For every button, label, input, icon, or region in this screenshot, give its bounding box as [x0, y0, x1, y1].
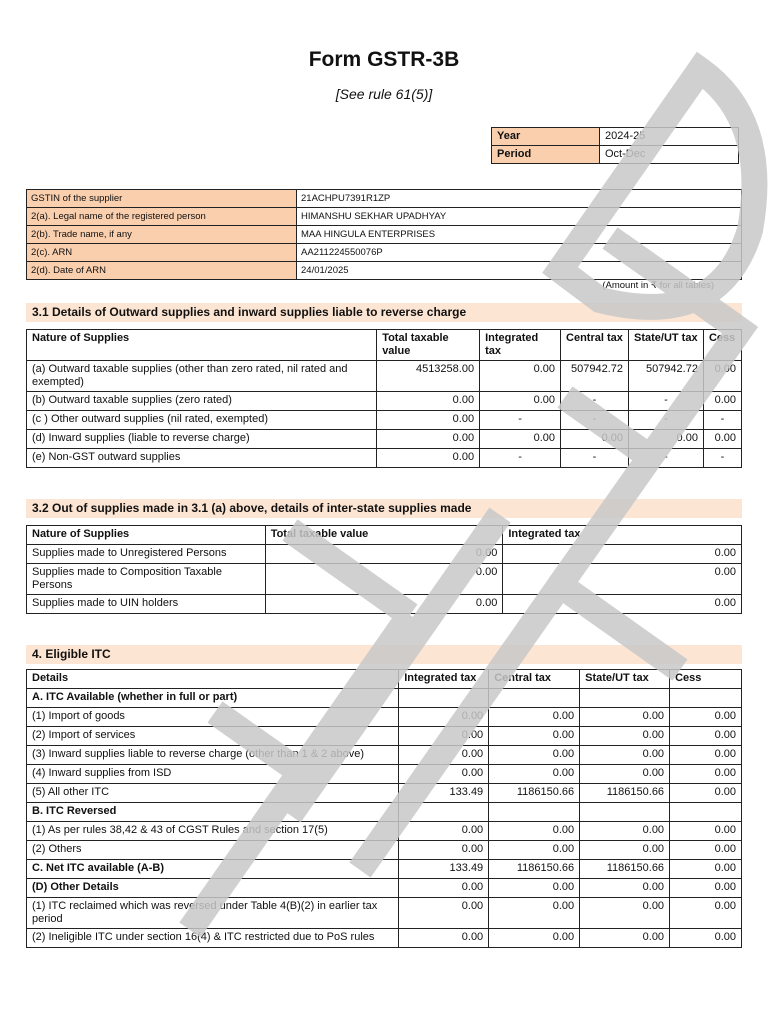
table-cell: 133.49	[399, 784, 489, 803]
eligible-itc-table	[26, 669, 742, 948]
table-cell: -	[703, 449, 741, 468]
table-cell: 0.00	[489, 879, 580, 898]
year-label: Year	[492, 128, 600, 146]
supplier-value: AA211224550076P	[297, 244, 742, 262]
table-cell: 133.49	[399, 860, 489, 879]
table-cell: -	[480, 411, 561, 430]
outward-supplies-table	[26, 329, 742, 468]
table-cell: 0.00	[377, 411, 480, 430]
table-cell: 0.00	[580, 727, 670, 746]
table-cell	[670, 689, 742, 708]
table-cell: 0.00	[629, 430, 704, 449]
table-cell: 0.00	[670, 822, 742, 841]
table-row	[27, 898, 742, 929]
table-cell: 0.00	[377, 430, 480, 449]
table-cell	[399, 803, 489, 822]
supplier-value: 21ACHPU7391R1ZP	[297, 190, 742, 208]
row-label: (1) As per rules 38,42 & 43 of CGST Rules and section 17(5)	[27, 822, 399, 841]
table-row	[27, 564, 742, 595]
table-cell: 0.00	[489, 727, 580, 746]
table-cell: 0.00	[503, 595, 742, 614]
supplier-label: GSTIN of the supplier	[27, 190, 297, 208]
table-cell: (d) Inward supplies (liable to reverse charge)	[27, 430, 377, 449]
table-cell: -	[703, 411, 741, 430]
table-cell: 0.00	[399, 708, 489, 727]
table-row	[27, 545, 742, 564]
table-row	[27, 430, 742, 449]
table-cell: 0.00	[399, 929, 489, 948]
table-cell: 0.00	[265, 545, 503, 564]
table-row	[27, 449, 742, 468]
table-cell: 0.00	[580, 841, 670, 860]
supplier-value: 24/01/2025	[297, 262, 742, 280]
supplier-value: MAA HINGULA ENTERPRISES	[297, 226, 742, 244]
table-header-row	[27, 670, 742, 689]
table-cell: 0.00	[480, 361, 561, 392]
table-cell: 0.00	[670, 746, 742, 765]
table-cell: 0.00	[580, 898, 670, 929]
row-label: (5) All other ITC	[27, 784, 399, 803]
table-cell: 0.00	[503, 564, 742, 595]
table-cell	[489, 689, 580, 708]
inter-state-supplies-table	[26, 525, 742, 614]
amount-note: (Amount in ₹ for all tables)	[602, 280, 714, 291]
supplier-row	[27, 190, 742, 208]
row-label: A. ITC Available (whether in full or part)	[27, 689, 399, 708]
table-cell: 0.00	[489, 765, 580, 784]
column-header: Details	[27, 670, 399, 689]
table-cell: 0.00	[670, 708, 742, 727]
table-row	[27, 746, 742, 765]
table-cell: 0.00	[399, 879, 489, 898]
supplier-row	[27, 262, 742, 280]
section-3-2-heading: 3.2 Out of supplies made in 3.1 (a) above, details of inter-state supplies made	[26, 499, 742, 518]
table-cell: 0.00	[703, 430, 741, 449]
table-cell: 0.00	[265, 595, 503, 614]
column-header: Integrated tax	[399, 670, 489, 689]
supplier-details-table	[26, 189, 742, 280]
table-cell: 0.00	[489, 746, 580, 765]
column-header: State/UT tax	[580, 670, 670, 689]
supplier-value: HIMANSHU SEKHAR UPADHYAY	[297, 208, 742, 226]
table-cell: (b) Outward taxable supplies (zero rated)	[27, 392, 377, 411]
table-cell: 0.00	[670, 929, 742, 948]
table-cell: 0.00	[503, 545, 742, 564]
table-cell: Supplies made to UIN holders	[27, 595, 266, 614]
column-header: Nature of Supplies	[27, 330, 377, 361]
supplier-row	[27, 244, 742, 262]
column-header: Cess	[670, 670, 742, 689]
table-cell: 0.00	[561, 430, 629, 449]
table-cell: 0.00	[580, 708, 670, 727]
table-cell: 0.00	[670, 727, 742, 746]
supplier-label: 2(d). Date of ARN	[27, 262, 297, 280]
table-cell	[670, 803, 742, 822]
table-cell: -	[561, 411, 629, 430]
column-header: Total taxable value	[265, 526, 503, 545]
table-cell: 0.00	[670, 898, 742, 929]
table-cell: 0.00	[377, 449, 480, 468]
table-cell: 0.00	[580, 746, 670, 765]
period-table	[491, 127, 739, 164]
table-row	[27, 803, 742, 822]
section-3-1-heading: 3.1 Details of Outward supplies and inward supplies liable to reverse charge	[26, 303, 742, 322]
table-cell: 0.00	[377, 392, 480, 411]
row-label: B. ITC Reversed	[27, 803, 399, 822]
column-header: Central tax	[561, 330, 629, 361]
table-cell: 0.00	[703, 361, 741, 392]
row-label: (D) Other Details	[27, 879, 399, 898]
column-header: State/UT tax	[629, 330, 704, 361]
table-row	[27, 689, 742, 708]
table-row	[27, 411, 742, 430]
table-cell: Supplies made to Composition Taxable Persons	[27, 564, 266, 595]
table-cell: 0.00	[399, 765, 489, 784]
table-cell: 0.00	[670, 784, 742, 803]
table-cell: -	[629, 449, 704, 468]
row-label: C. Net ITC available (A-B)	[27, 860, 399, 879]
row-label: (2) Ineligible ITC under section 16(4) & ITC restricted due to PoS rules	[27, 929, 399, 948]
row-label: (1) ITC reclaimed which was reversed under Table 4(B)(2) in earlier tax period	[27, 898, 399, 929]
table-cell: -	[480, 449, 561, 468]
table-cell: 0.00	[489, 929, 580, 948]
period-label: Period	[492, 146, 600, 164]
row-label: (2) Others	[27, 841, 399, 860]
table-row	[27, 879, 742, 898]
page-subtitle: [See rule 61(5)]	[335, 86, 433, 102]
table-cell: 0.00	[670, 879, 742, 898]
table-cell: 1186150.66	[489, 784, 580, 803]
table-cell	[489, 803, 580, 822]
row-label: (4) Inward supplies from ISD	[27, 765, 399, 784]
table-row	[27, 784, 742, 803]
table-header-row	[27, 330, 742, 361]
table-cell: 0.00	[580, 822, 670, 841]
period-value: Oct-Dec	[600, 146, 739, 164]
section-4-heading: 4. Eligible ITC	[26, 645, 742, 664]
table-cell: -	[561, 449, 629, 468]
table-cell: Supplies made to Unregistered Persons	[27, 545, 266, 564]
table-cell: (c ) Other outward supplies (nil rated, exempted)	[27, 411, 377, 430]
supplier-label: 2(b). Trade name, if any	[27, 226, 297, 244]
table-cell: 0.00	[670, 860, 742, 879]
table-cell: 0.00	[670, 841, 742, 860]
table-row	[27, 841, 742, 860]
table-cell: 0.00	[489, 841, 580, 860]
table-row	[27, 929, 742, 948]
table-row	[27, 860, 742, 879]
table-cell: 0.00	[489, 898, 580, 929]
column-header: Central tax	[489, 670, 580, 689]
table-cell: 0.00	[489, 822, 580, 841]
table-cell: -	[629, 411, 704, 430]
table-cell	[399, 689, 489, 708]
table-row	[27, 727, 742, 746]
supplier-label: 2(c). ARN	[27, 244, 297, 262]
supplier-row	[27, 226, 742, 244]
table-cell: 1186150.66	[580, 860, 670, 879]
table-cell: 0.00	[399, 822, 489, 841]
row-label: (3) Inward supplies liable to reverse charge (other than 1 & 2 above)	[27, 746, 399, 765]
table-cell: 0.00	[265, 564, 503, 595]
supplier-label: 2(a). Legal name of the registered person	[27, 208, 297, 226]
table-row	[27, 708, 742, 727]
column-header: Total taxable value	[377, 330, 480, 361]
table-cell	[580, 689, 670, 708]
table-cell: 0.00	[580, 879, 670, 898]
supplier-row	[27, 208, 742, 226]
table-cell: 0.00	[399, 727, 489, 746]
table-cell: 0.00	[670, 765, 742, 784]
table-cell: 0.00	[580, 929, 670, 948]
table-cell: (e) Non-GST outward supplies	[27, 449, 377, 468]
table-row	[27, 595, 742, 614]
table-cell: 0.00	[399, 841, 489, 860]
table-row	[27, 822, 742, 841]
table-row	[27, 392, 742, 411]
table-cell: 507942.72	[629, 361, 704, 392]
table-cell: 4513258.00	[377, 361, 480, 392]
year-value: 2024-25	[600, 128, 739, 146]
table-cell: 1186150.66	[489, 860, 580, 879]
table-row	[27, 765, 742, 784]
row-label: (2) Import of services	[27, 727, 399, 746]
table-cell: 0.00	[399, 898, 489, 929]
table-cell	[580, 803, 670, 822]
column-header: Integrated tax	[480, 330, 561, 361]
table-cell: 0.00	[480, 430, 561, 449]
table-cell: 507942.72	[561, 361, 629, 392]
table-cell: 0.00	[399, 746, 489, 765]
table-cell: 0.00	[703, 392, 741, 411]
table-cell: -	[629, 392, 704, 411]
column-header: Integrated tax	[503, 526, 742, 545]
table-cell: 0.00	[480, 392, 561, 411]
row-label: (1) Import of goods	[27, 708, 399, 727]
table-cell: 0.00	[489, 708, 580, 727]
table-cell: 1186150.66	[580, 784, 670, 803]
table-cell: 0.00	[580, 765, 670, 784]
table-header-row	[27, 526, 742, 545]
table-cell: -	[561, 392, 629, 411]
table-cell: (a) Outward taxable supplies (other than zero rated, nil rated and exempted)	[27, 361, 377, 392]
table-row	[27, 361, 742, 392]
page-title: Form GSTR-3B	[308, 48, 460, 71]
column-header: Nature of Supplies	[27, 526, 266, 545]
column-header: Cess	[703, 330, 741, 361]
